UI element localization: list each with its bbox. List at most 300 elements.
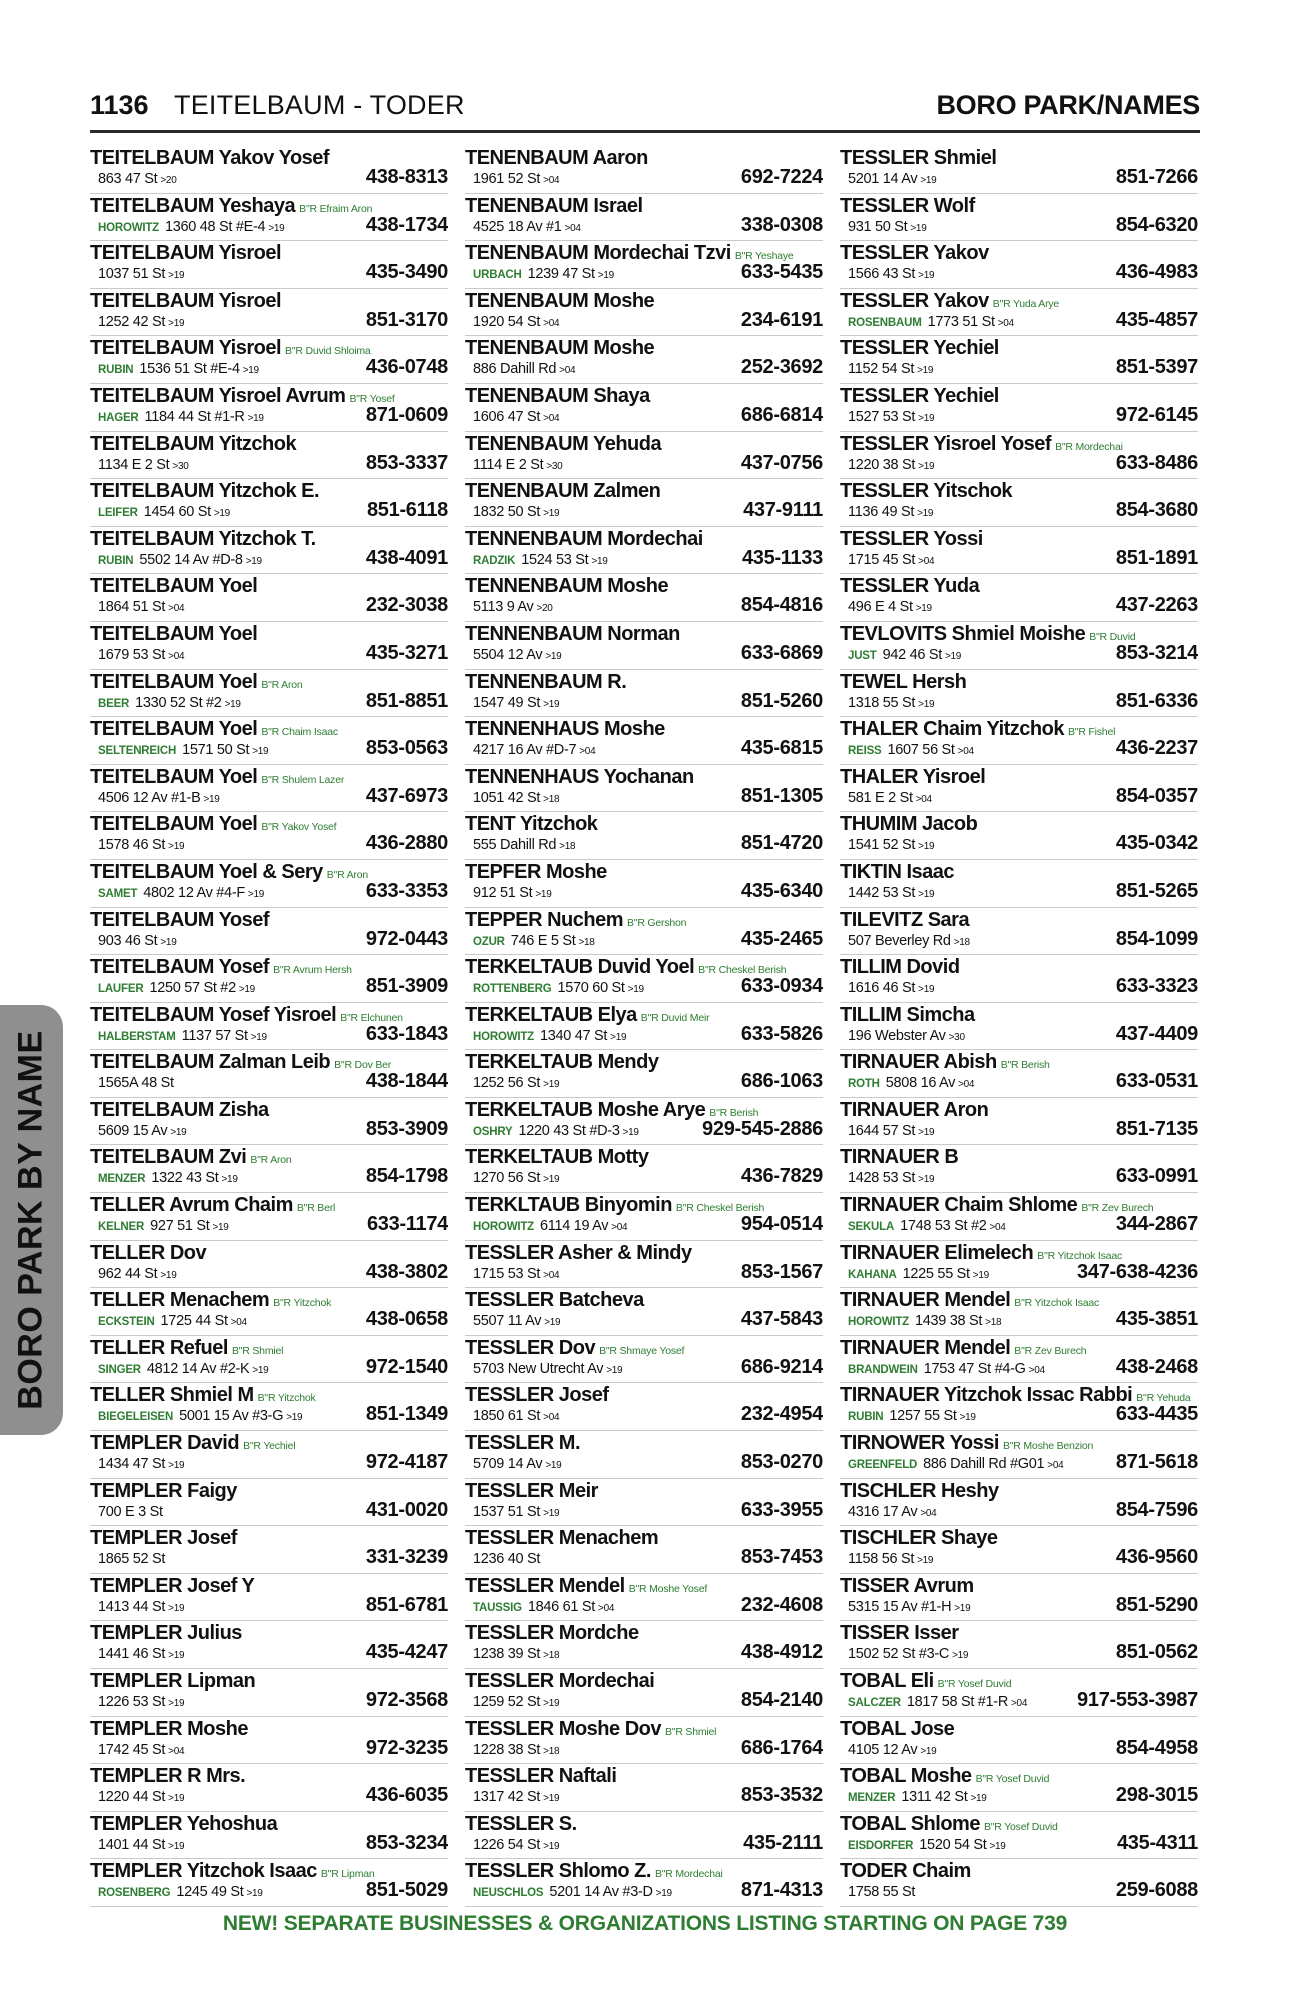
entry-section: >19 [972, 1269, 989, 1281]
entry-address: 5507 11 Av [473, 1313, 542, 1330]
entry-name: TENENBAUM Yehuda [465, 432, 662, 455]
entry-name: TEITELBAUM Zvi [90, 1146, 247, 1169]
entry-phone: 853-3532 [740, 1784, 823, 1807]
entry-phone: 929-545-2886 [702, 1117, 823, 1140]
listing-entry [90, 1812, 448, 1860]
entry-address: 1311 42 St [901, 1789, 968, 1806]
listing-entry [840, 146, 1198, 194]
entry-address: 5609 15 Av [98, 1122, 168, 1139]
entry-address-line [473, 1122, 639, 1142]
entry-address: 1502 52 St #3-C [848, 1646, 950, 1663]
entry-phone: 854-3680 [1115, 499, 1198, 522]
entry-phone: 437-9111 [743, 499, 823, 522]
entry-address: 5201 14 Av [848, 171, 918, 187]
listing-entry [90, 1526, 448, 1574]
entry-section: >04 [611, 1222, 628, 1234]
entry-phone: 853-7453 [740, 1546, 823, 1569]
entry-address: 1644 57 St [848, 1122, 916, 1139]
entry-address-line [473, 1741, 559, 1761]
entry-address-line [98, 836, 184, 856]
entry-section: >19 [627, 984, 644, 996]
entry-address-line [473, 218, 581, 238]
listing-entry [840, 1288, 1198, 1336]
entry-name: TEITELBAUM Yisroel Avrum [90, 384, 346, 407]
listing-entry [465, 241, 823, 289]
entry-address-line [848, 360, 933, 380]
entry-name: TELLER Dov [90, 1241, 207, 1264]
page-header [90, 90, 1200, 130]
entry-address-line [98, 1503, 163, 1521]
entry-address: 1607 56 St [887, 742, 955, 759]
entry-address-line [848, 979, 934, 999]
entry-address-line [848, 503, 933, 523]
entry-maiden-name: URBACH [473, 269, 522, 282]
entry-phone: 438-0658 [365, 1308, 448, 1331]
entry-maiden-name: HOROWITZ [98, 221, 159, 234]
entry-phone: 851-6118 [366, 499, 448, 522]
entry-section: >19 [543, 508, 560, 520]
entry-section: >19 [920, 175, 937, 186]
entry-phone: 438-4091 [365, 546, 448, 569]
entry-address: 4525 18 Av #1 [473, 218, 562, 235]
entry-name: TEITELBAUM Yitzchok E. [90, 480, 320, 503]
entry-phone: 851-7266 [1115, 166, 1198, 188]
entry-maiden-name: GREENFELD [848, 1459, 918, 1472]
entry-phone: 972-1540 [365, 1355, 448, 1378]
entry-phone: 686-1063 [740, 1070, 823, 1093]
entry-address-line [98, 1741, 184, 1761]
listing-entry [90, 812, 448, 860]
entry-maiden-name: SAMET [98, 887, 138, 900]
entry-address: 5201 14 Av #3-D [549, 1884, 653, 1901]
entry-lineage: B"R Cheskel Berish [675, 1202, 765, 1215]
listing-entry [840, 1621, 1198, 1669]
side-tab-label: BORO PARK BY NAME [11, 1030, 50, 1410]
entry-name-line [465, 290, 654, 314]
entry-phone: 851-5290 [1115, 1593, 1198, 1616]
entry-name: TEMPLER Faigy [90, 1479, 237, 1502]
entry-maiden-name: JUST [848, 649, 877, 662]
listing-entry [465, 1574, 823, 1622]
listing-entry [465, 765, 823, 813]
entry-name: TILLIM Dovid [840, 956, 960, 979]
entry-phone: 854-1798 [365, 1165, 448, 1188]
entry-address-line [848, 932, 970, 952]
entry-phone: 851-5029 [365, 1879, 448, 1902]
entry-name-line [90, 1004, 403, 1029]
entry-lineage: B"R Gershon [626, 916, 687, 929]
entry-section: >30 [948, 1031, 965, 1043]
entry-lineage: B"R Berl [296, 1202, 336, 1215]
entry-address: 5113 9 Av [473, 599, 534, 616]
entry-section: >19 [213, 508, 230, 520]
entry-name: TOBAL Eli [840, 1670, 934, 1692]
entry-name-line [840, 813, 977, 837]
entry-address: 1817 58 St #1-R [906, 1694, 1009, 1710]
entry-address-line [98, 1455, 184, 1475]
entry-phone: 435-6815 [740, 737, 823, 760]
entry-section: >19 [543, 698, 560, 710]
entry-address: 1428 53 St [848, 1170, 916, 1187]
entry-address: 1184 44 St #1-R [144, 408, 245, 425]
entry-name-line [90, 1051, 391, 1076]
entry-address: 5502 14 Av #D-8 [139, 551, 243, 568]
entry-maiden-name: RUBIN [98, 554, 134, 567]
entry-lineage: B"R Berish [1000, 1059, 1050, 1072]
entry-name-line [90, 1622, 242, 1646]
entry-section: >04 [543, 412, 560, 424]
entry-address: 1865 52 St [98, 1551, 166, 1568]
entry-phone: 851-7135 [1115, 1117, 1198, 1140]
section-title: BORO PARK/NAMES [936, 90, 1200, 120]
entry-address-line [98, 313, 184, 333]
entry-name-line [465, 1194, 764, 1219]
entry-section: >19 [918, 270, 935, 282]
entry-phone: 298-3015 [1115, 1784, 1198, 1807]
entry-lineage: B"R Yitzchok Isaac [1037, 1249, 1123, 1262]
entry-phone: 438-3802 [365, 1260, 448, 1283]
entry-phone: 686-1764 [740, 1736, 823, 1759]
entry-name-line [840, 1718, 954, 1742]
entry-address: 1541 52 St [848, 837, 916, 854]
entry-name: TESSLER Yossi [840, 527, 983, 550]
entry-address: 927 51 St [150, 1218, 210, 1235]
entry-phone: 854-2140 [740, 1689, 823, 1711]
entry-address-line [98, 979, 255, 999]
entry-address: 1773 51 St [927, 313, 995, 330]
entry-name: TEITELBAUM Yisroel [90, 242, 282, 265]
entry-address: 1725 44 St [160, 1313, 228, 1330]
entry-address: 507 Beverley Rd [848, 932, 951, 949]
listing-entry [90, 1288, 448, 1336]
entry-name-line [840, 1527, 997, 1551]
entry-address: 1238 39 St [473, 1646, 541, 1663]
entry-maiden-name: KAHANA [848, 1268, 897, 1281]
entry-name: TERKLTAUB Binyomin [465, 1194, 672, 1217]
entry-section: >19 [247, 412, 264, 424]
entry-address-line [473, 598, 553, 618]
listing-entry [840, 1241, 1198, 1289]
entry-address: 1220 44 St [98, 1789, 166, 1806]
listing-entry [840, 1574, 1198, 1622]
entry-address: 1442 53 St [848, 884, 916, 901]
entry-phone: 633-8486 [1115, 451, 1198, 474]
entry-maiden-name: HOROWITZ [473, 1030, 534, 1043]
listing-entry [465, 1621, 823, 1669]
entry-address: 1239 47 St [527, 266, 595, 283]
entry-phone: 437-0756 [740, 451, 823, 474]
entry-lineage: B"R Aron [261, 678, 303, 691]
entry-address-line [98, 503, 230, 523]
entry-name: TIRNAUER B [840, 1146, 959, 1169]
entry-phone: 438-2468 [1115, 1355, 1198, 1378]
entry-address-line [473, 1360, 622, 1380]
entry-maiden-name: LEIFER [98, 507, 138, 520]
entry-section: >19 [246, 1888, 263, 1900]
entry-address: 1158 56 St [848, 1551, 915, 1568]
entry-address-line [98, 265, 184, 285]
entry-address-line [98, 170, 176, 190]
entry-maiden-name: HOROWITZ [473, 1221, 534, 1234]
entry-address-line [98, 1265, 176, 1285]
entry-section: >19 [238, 984, 255, 996]
entry-phone: 917-553-3987 [1077, 1689, 1198, 1711]
entry-address: 1259 52 St [473, 1694, 541, 1710]
entry-section: >19 [970, 1793, 987, 1805]
entry-name: TESSLER Yisroel Yosef [840, 432, 1052, 455]
entry-name-line [840, 528, 983, 552]
entry-address-line [98, 456, 188, 476]
entry-section: >19 [918, 698, 935, 710]
listing-entry [90, 622, 448, 670]
entry-phone: 972-6145 [1115, 403, 1198, 426]
entry-address-line [848, 551, 934, 571]
entry-address-line [848, 1645, 968, 1665]
entry-address-line [98, 1360, 268, 1380]
entry-name: TEVLOVITS Shmiel Moishe [840, 622, 1086, 645]
entry-section: >19 [168, 1793, 185, 1805]
entry-name: TEITELBAUM Yitzchok T. [90, 527, 316, 550]
listing-entry [465, 670, 823, 718]
listing-column-1 [90, 146, 448, 1907]
entry-address-line [848, 1836, 1006, 1856]
entry-maiden-name: OZUR [473, 935, 505, 948]
entry-address: 5315 15 Av #1-H [848, 1598, 952, 1615]
entry-name-line [465, 1384, 609, 1408]
entry-address: 1340 47 St [540, 1027, 608, 1044]
entry-section: >19 [591, 555, 608, 567]
entry-address-line [848, 218, 926, 238]
entry-address-line [473, 1074, 559, 1094]
entry-name-line [90, 1765, 245, 1789]
entry-name: TESSLER Naftali [465, 1765, 617, 1788]
entry-section: >19 [917, 365, 934, 377]
entry-section: >19 [918, 984, 935, 996]
listing-entry [465, 717, 823, 765]
entry-address-line [473, 884, 551, 904]
entry-phone: 851-5260 [740, 689, 823, 712]
listing-entry [90, 1621, 448, 1669]
entry-address-line [473, 646, 561, 666]
entry-section: >19 [915, 603, 932, 615]
listing-entry [90, 289, 448, 337]
entry-address-line [98, 1883, 263, 1903]
entry-phone: 331-3239 [365, 1546, 448, 1569]
entry-name: TEITELBAUM Yosef Yisroel [90, 1003, 337, 1026]
entry-name: TESSLER Batcheva [465, 1289, 644, 1312]
listing-entry [840, 1479, 1198, 1527]
entry-name-line [90, 480, 319, 504]
entry-phone: 851-3909 [365, 975, 448, 998]
entry-phone: 435-3271 [365, 641, 448, 664]
entry-address: 1537 51 St [473, 1503, 541, 1520]
entry-address: 4802 12 Av #4-F [143, 884, 245, 901]
entry-name: TEMPLER Moshe [90, 1717, 248, 1740]
entry-name-line [90, 1384, 316, 1409]
entry-name: TEPFER Moshe [465, 860, 607, 883]
entry-name: TEMPLER Yitzchok Isaac [90, 1860, 317, 1883]
entry-name: TEITELBAUM Yosef [90, 908, 270, 931]
entry-name-line [840, 147, 996, 171]
listing-entry [840, 1859, 1198, 1907]
entry-section: >19 [245, 555, 262, 567]
listing-entry [840, 574, 1198, 622]
entry-name: TENNENBAUM Moshe [465, 575, 669, 598]
entry-lineage: B"R Moshe Yosef [628, 1582, 708, 1595]
listing-entry [840, 1336, 1198, 1384]
entry-name-line [90, 1146, 292, 1171]
entry-address-line [848, 598, 932, 618]
entry-name: TEITELBAUM Yoel [90, 670, 258, 693]
entry-name-line [465, 1765, 616, 1789]
entry-name-line [840, 1622, 959, 1646]
entry-section: >04 [543, 1412, 560, 1424]
entry-name: TESSLER Dov [465, 1336, 596, 1359]
entry-phone: 853-3909 [365, 1117, 448, 1140]
entry-address-line [473, 789, 559, 809]
entry-section: >19 [242, 365, 259, 377]
entry-phone: 436-6035 [365, 1784, 448, 1807]
entry-phone: 692-7224 [740, 166, 823, 188]
entry-section: >04 [920, 1507, 937, 1519]
entry-name: TERKELTAUB Moshe Arye [465, 1098, 706, 1121]
entry-lineage: B"R Dov Ber [334, 1059, 392, 1072]
entry-section: >18 [543, 1650, 560, 1662]
entry-name-line [465, 528, 703, 552]
entry-address-line [848, 170, 936, 190]
listing-entry [90, 1669, 448, 1717]
entry-address-line [473, 1265, 559, 1285]
listing-entry [90, 1098, 448, 1146]
listing-entry [465, 1717, 823, 1765]
entry-section: >19 [224, 698, 241, 710]
entry-address: 1413 44 St [98, 1598, 166, 1615]
entry-phone: 851-5265 [1115, 879, 1198, 902]
entry-name: TIKTIN Isaac [840, 860, 955, 883]
entry-maiden-name: ROSENBERG [98, 1887, 171, 1900]
entry-phone: 435-4247 [365, 1641, 448, 1664]
entry-name-line [90, 337, 371, 362]
entry-name: TEMPLER R Mrs. [90, 1765, 246, 1788]
entry-name-line [840, 385, 999, 409]
listing-entry [465, 479, 823, 527]
entry-section: >19 [170, 1126, 187, 1138]
entry-name: TEITELBAUM Yosef [90, 956, 270, 979]
entry-address: 1401 44 St [98, 1836, 166, 1853]
entry-maiden-name: LAUFER [98, 983, 144, 996]
listing-entry [840, 1003, 1198, 1051]
entry-name-line [90, 766, 344, 791]
entry-name-line [90, 1194, 335, 1219]
listing-entry [90, 336, 448, 384]
entry-section: >04 [543, 175, 560, 186]
entry-phone: 871-0609 [365, 403, 448, 426]
entry-name: TEPPER Nuchem [465, 908, 623, 931]
listing-entry [465, 1241, 823, 1289]
entry-address: 5808 16 Av [885, 1075, 956, 1092]
entry-phone: 438-1734 [365, 213, 448, 236]
entry-name: TEITELBAUM Yoel [90, 718, 258, 741]
entry-address-line [98, 598, 184, 618]
listing-entry [840, 194, 1198, 242]
entry-phone: 436-4983 [1115, 261, 1198, 284]
entry-name: THALER Yisroel [840, 765, 986, 788]
entry-address: 4316 17 Av [848, 1503, 918, 1520]
entry-address-line [98, 789, 220, 809]
entry-phone: 437-6973 [365, 784, 448, 807]
entry-address-line [473, 979, 644, 999]
entry-address: 5001 15 Av #3-G [179, 1408, 284, 1425]
entry-address: 1114 E 2 St [473, 456, 544, 473]
entry-address: 1441 46 St [98, 1646, 166, 1663]
entry-name: TEWEL Hersh [840, 670, 967, 693]
entry-name: TERKELTAUB Duvid Yoel [465, 956, 695, 979]
entry-phone: 436-7829 [740, 1165, 823, 1188]
entry-address: 1566 43 St [848, 266, 916, 283]
entry-phone: 633-0934 [740, 975, 823, 998]
entry-phone: 435-4857 [1115, 308, 1198, 331]
entry-phone: 633-0531 [1115, 1070, 1198, 1093]
listing-entry [90, 1764, 448, 1812]
entry-address: 1228 38 St [473, 1741, 541, 1758]
entry-name-line [90, 1575, 254, 1599]
entry-address-line [848, 1788, 987, 1808]
entry-phone: 347-638-4236 [1077, 1260, 1198, 1283]
entry-phone: 851-0562 [1115, 1641, 1198, 1664]
entry-section: >04 [564, 222, 581, 234]
entry-name-line [840, 480, 1012, 504]
entry-address: 1748 53 St #2 [900, 1218, 987, 1235]
entry-address-line [473, 932, 595, 952]
entry-address-line [848, 1598, 970, 1618]
entry-name: TOBAL Shlome [840, 1812, 980, 1835]
entry-section: >20 [160, 175, 177, 186]
entry-address: 912 51 St [473, 884, 533, 901]
entry-section: >19 [606, 1364, 623, 1376]
entry-name-line [90, 956, 352, 981]
entry-name-line [90, 385, 395, 410]
entry-section: >04 [543, 1269, 560, 1281]
entry-name: TENNENHAUS Moshe [465, 718, 665, 741]
entry-name-line [90, 575, 257, 599]
entry-address-line [848, 313, 1014, 333]
entry-address-line [98, 1645, 184, 1665]
entry-name-line [90, 433, 296, 457]
entry-section: >19 [543, 1793, 560, 1805]
entry-name: TISSER Isser [840, 1622, 959, 1645]
entry-section: >19 [286, 1412, 303, 1424]
entry-section: >04 [168, 650, 185, 662]
entry-name-line [840, 861, 954, 885]
entry-name: TENENBAUM Shaya [465, 384, 650, 407]
entry-name: TERKELTAUB Motty [465, 1146, 649, 1169]
entry-name-line [465, 909, 686, 934]
entry-section: >04 [1047, 1460, 1064, 1472]
entry-lineage: B"R Duvid [1089, 630, 1136, 643]
entry-address-line [98, 408, 264, 428]
entry-name-line [840, 290, 1059, 315]
entry-name-line [840, 1146, 958, 1170]
entry-address: 962 44 St [98, 1265, 158, 1282]
listing-entry [90, 1336, 448, 1384]
entry-name-line [840, 1194, 1153, 1219]
entry-phone: 232-4954 [740, 1403, 823, 1426]
entry-name: TENENBAUM Moshe [465, 337, 655, 360]
entry-address: 1037 51 St [98, 266, 166, 283]
entry-name: TELLER Menachem [90, 1289, 270, 1312]
listing-entry [90, 1717, 448, 1765]
entry-name: TILEVITZ Sara [840, 908, 970, 931]
